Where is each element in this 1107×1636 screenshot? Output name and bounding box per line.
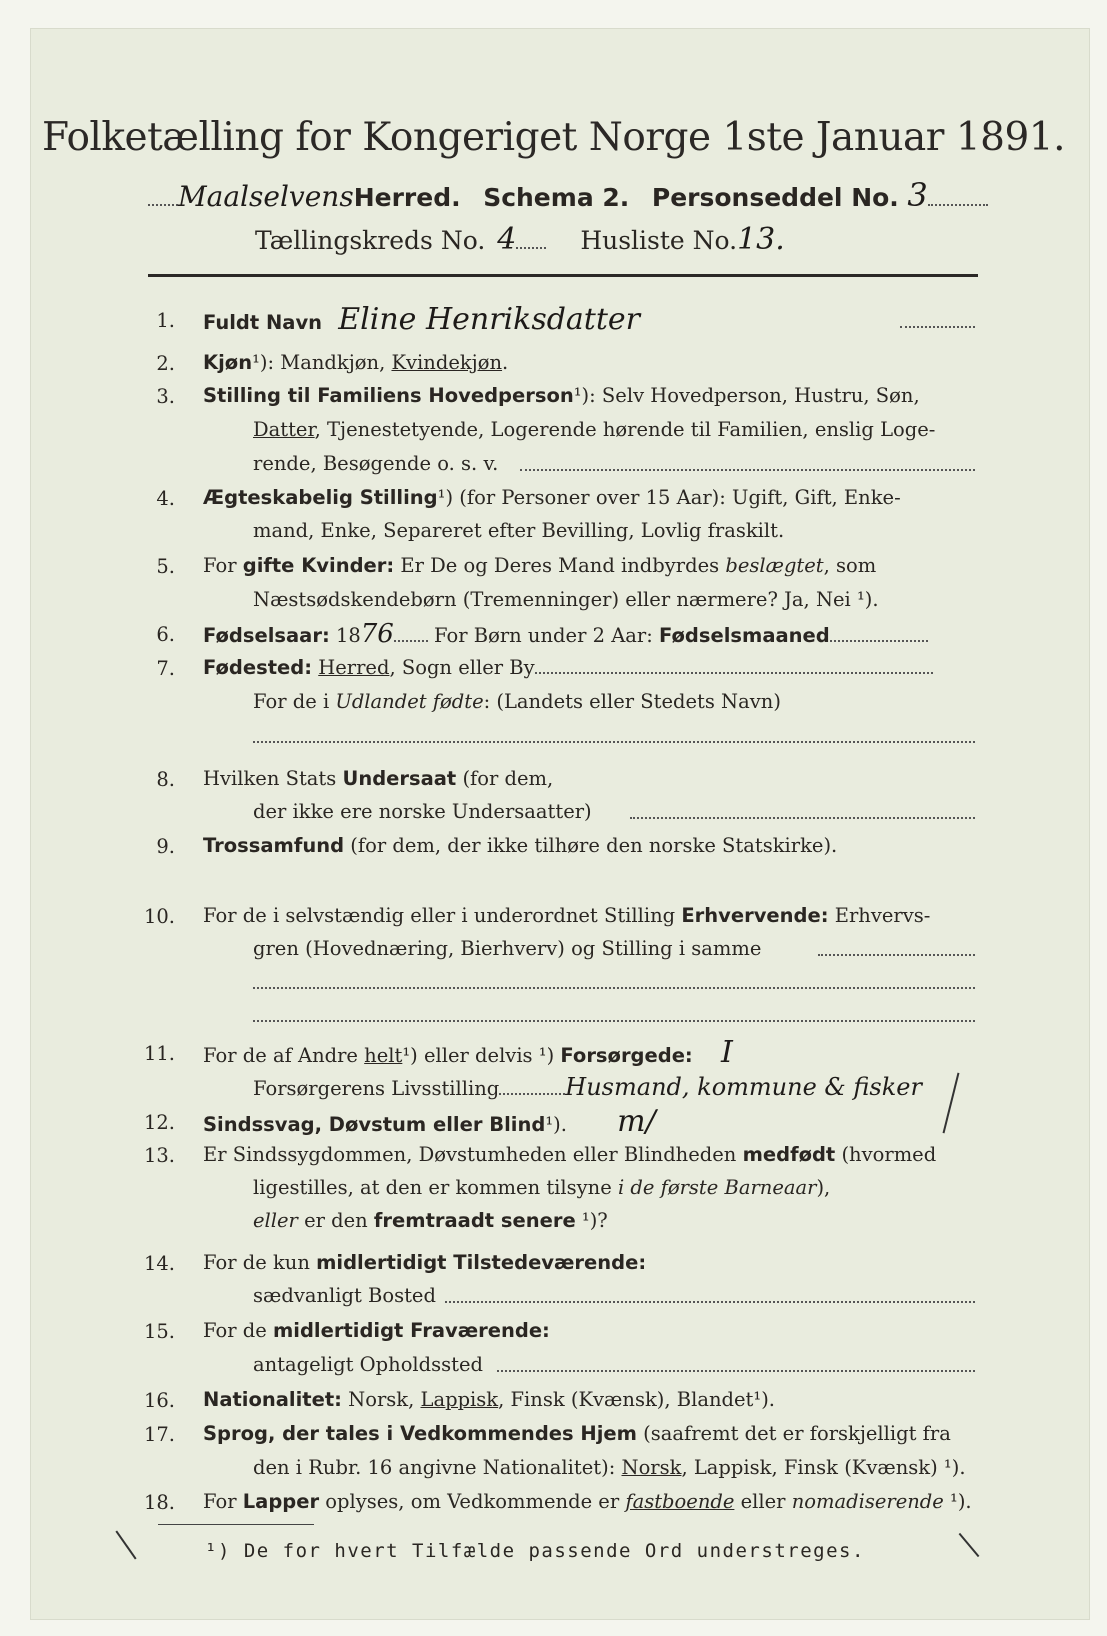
married-women-label: gifte Kvinder: bbox=[242, 554, 395, 577]
birthplace-label: Fødested: bbox=[203, 656, 313, 679]
item-15 bbox=[203, 1320, 550, 1342]
husliste-number: 13. bbox=[737, 222, 785, 257]
birth-year-prefix: 18 bbox=[329, 624, 361, 647]
item-3-line-3 bbox=[253, 453, 498, 475]
text: eller bbox=[253, 1209, 298, 1232]
text: Norsk, bbox=[341, 1388, 421, 1411]
text: , som bbox=[823, 554, 877, 577]
text: nomadiserende bbox=[791, 1490, 944, 1513]
header-rule bbox=[148, 274, 978, 277]
text: ¹). bbox=[943, 1490, 972, 1513]
text: ligestilles, at den er kommen tilsyne bbox=[253, 1176, 618, 1199]
full-name-value: Eline Henriksdatter bbox=[338, 302, 641, 337]
text: For Børn under 2 Aar: bbox=[427, 624, 659, 647]
dotted-fill bbox=[253, 740, 975, 743]
item-10-line-2 bbox=[253, 938, 761, 960]
form-title: Folketælling for Kongeriget Norge 1ste Januar 1891. bbox=[42, 115, 1065, 160]
item-13-line-3 bbox=[253, 1210, 608, 1232]
lapps-label: Lapper bbox=[242, 1490, 320, 1513]
dotted-fill bbox=[253, 1019, 975, 1022]
item-number: 4. bbox=[156, 487, 175, 510]
item-17 bbox=[203, 1423, 951, 1445]
text: beslægtet bbox=[725, 554, 824, 577]
item-9 bbox=[203, 835, 837, 857]
text: For bbox=[203, 554, 243, 577]
text: For de i bbox=[253, 690, 336, 713]
text: fødte bbox=[426, 690, 484, 713]
item-number: 16. bbox=[143, 1389, 175, 1412]
dotted-fill bbox=[900, 325, 975, 328]
item-number: 11. bbox=[143, 1042, 175, 1065]
form-sheet bbox=[30, 28, 1090, 1620]
marital-label: Ægteskabelig Stilling bbox=[203, 486, 438, 509]
supported-label: Forsørgede: bbox=[560, 1044, 693, 1067]
dotted-fill bbox=[520, 468, 975, 471]
schema-label: Schema 2. bbox=[483, 183, 630, 212]
item-number: 8. bbox=[156, 768, 175, 791]
position-selected: Datter bbox=[253, 418, 315, 441]
item-8 bbox=[203, 768, 553, 790]
dotted-fill bbox=[516, 233, 546, 249]
language-selected: Norsk bbox=[621, 1456, 682, 1479]
birth-year-label: Fødselsaar: bbox=[203, 624, 330, 647]
taellingskreds-number: 4 bbox=[497, 222, 517, 257]
sex-options: ¹): Mandkjøn, bbox=[252, 351, 392, 374]
text: For de bbox=[203, 1319, 273, 1342]
item-8-line-2 bbox=[253, 801, 592, 823]
item-number: 17. bbox=[143, 1423, 175, 1446]
item-5 bbox=[203, 555, 876, 577]
item-10 bbox=[203, 905, 930, 927]
text: For de kun bbox=[203, 1251, 317, 1274]
text: ¹) eller delvis ¹) bbox=[402, 1044, 561, 1067]
text: Erhvervs- bbox=[828, 904, 931, 927]
item-number: 3. bbox=[156, 385, 175, 408]
usual-residence-label: sædvanligt Bosted bbox=[253, 1284, 436, 1307]
item-11-line-2 bbox=[253, 1073, 922, 1101]
item-13-line-2 bbox=[253, 1177, 830, 1199]
text: ), bbox=[816, 1176, 831, 1199]
text: oplyses, om Vedkommende er bbox=[319, 1490, 626, 1513]
nationality-label: Nationalitet: bbox=[203, 1388, 342, 1411]
text: , Finsk (Kvænsk), Blandet¹). bbox=[498, 1388, 776, 1411]
item-number: 2. bbox=[156, 352, 175, 375]
nationality-selected: Lappisk bbox=[420, 1388, 499, 1411]
dotted-fill bbox=[830, 626, 928, 642]
dotted-fill bbox=[818, 953, 975, 956]
text: Er De og Deres Mand indbyrdes bbox=[394, 554, 726, 577]
taellingskreds-label: Tællingskreds No. bbox=[255, 226, 486, 255]
herred-handwritten: Maalselvens bbox=[178, 180, 354, 213]
position-label: Stilling til Familiens Hovedperson bbox=[203, 384, 574, 407]
text: , Sogn eller By bbox=[389, 656, 535, 679]
marital-options: ¹) (for Personer over 15 Aar): Ugift, Gift, Enke- bbox=[437, 486, 901, 509]
item-4-line-2 bbox=[253, 520, 784, 542]
item-7 bbox=[203, 657, 933, 679]
provider-occupation-label: Forsørgerens Livsstilling bbox=[253, 1077, 500, 1100]
religion-label: Trossamfund bbox=[203, 834, 345, 857]
item-4 bbox=[203, 487, 901, 509]
congenital-label: medfødt bbox=[742, 1143, 836, 1166]
text: eller bbox=[734, 1490, 792, 1513]
dotted-fill bbox=[499, 1079, 565, 1095]
item-3 bbox=[203, 385, 920, 407]
text: For de i selvstændig eller i underordnet Stilling bbox=[203, 904, 682, 927]
footnote: ¹) De for hvert Tilfælde passende Ord understreges. bbox=[205, 1540, 865, 1562]
text: den i Rubr. 16 angivne Nationalitet): bbox=[253, 1456, 622, 1479]
occupation-label: Erhvervende: bbox=[681, 904, 829, 927]
text: (hvormed bbox=[835, 1143, 937, 1166]
later-onset-label: fremtraadt senere bbox=[373, 1209, 576, 1232]
position-options: ¹): Selv Hovedperson, Hustru, Søn, bbox=[573, 384, 920, 407]
birth-year-value: 76 bbox=[360, 619, 394, 649]
item-16 bbox=[203, 1389, 775, 1411]
item-number: 5. bbox=[156, 555, 175, 578]
item-18 bbox=[203, 1491, 972, 1513]
sex-selected: Kvindekjøn bbox=[391, 351, 503, 374]
handwritten-mark: I bbox=[720, 1035, 733, 1070]
text: , Lappisk, Finsk (Kvænsk) ¹). bbox=[681, 1456, 966, 1479]
sex-label: Kjøn bbox=[203, 351, 253, 374]
item-2 bbox=[203, 352, 508, 374]
item-number: 18. bbox=[143, 1491, 175, 1514]
birthplace-selected: Herred bbox=[318, 656, 390, 679]
dotted-fill bbox=[253, 986, 975, 989]
item-number: 12. bbox=[143, 1111, 175, 1134]
dotted-fill bbox=[535, 658, 933, 674]
text: gren (Hovednæring, Bierhverv) og Stilling i samme bbox=[253, 937, 762, 960]
text: i de første Barneaar bbox=[617, 1176, 817, 1199]
disability-value: m/ bbox=[617, 1104, 656, 1139]
text: Er Sindssygdommen, Døvstumheden eller Blindheden bbox=[203, 1143, 743, 1166]
text: Udlandet bbox=[335, 690, 427, 713]
text: : (Landets eller Stedets Navn) bbox=[483, 690, 781, 713]
item-number: 9. bbox=[156, 835, 175, 858]
personseddel-label: Personseddel No. bbox=[651, 183, 899, 212]
probable-residence-label: antageligt Opholdssted bbox=[253, 1353, 484, 1376]
item-3-line-2 bbox=[253, 419, 935, 441]
text: Næstsødskendebørn (Tremenninger) eller nærmere? Ja, Nei ¹). bbox=[253, 588, 879, 611]
item-number: 15. bbox=[143, 1320, 175, 1343]
husliste-label: Husliste No. bbox=[580, 226, 738, 255]
position-options: rende, Besøgende o. s. v. bbox=[253, 452, 499, 475]
item-11 bbox=[203, 1035, 733, 1070]
settled-selected: fastboende bbox=[625, 1490, 735, 1513]
item-number: 14. bbox=[143, 1252, 175, 1275]
supported-selected: helt bbox=[364, 1044, 403, 1067]
position-options: , Tjenestetyende, Logerende hørende til Familien, enslig Loge- bbox=[314, 418, 936, 441]
language-label: Sprog, der tales i Vedkommendes Hjem bbox=[203, 1422, 637, 1445]
provider-occupation-value: Husmand, kommune & fisker bbox=[565, 1073, 922, 1101]
item-14-line-2 bbox=[253, 1285, 436, 1307]
dotted-fill bbox=[630, 816, 975, 819]
subject-label: Undersaat bbox=[342, 767, 457, 790]
text: Hvilken Stats bbox=[203, 767, 343, 790]
period: . bbox=[502, 351, 509, 374]
footnote-rule bbox=[158, 1524, 314, 1525]
item-14 bbox=[203, 1252, 646, 1274]
dotted-fill bbox=[928, 190, 988, 206]
item-7-line-2 bbox=[253, 691, 781, 713]
herred-label: Herred. bbox=[353, 183, 461, 212]
item-17-line-2 bbox=[253, 1457, 966, 1479]
dotted-fill bbox=[445, 1300, 975, 1303]
taellingskreds-line bbox=[255, 222, 785, 257]
temporarily-absent-label: midlertidigt Fraværende: bbox=[272, 1319, 550, 1342]
disability-label: Sindssvag, Døvstum eller Blind bbox=[203, 1113, 546, 1136]
text: For bbox=[203, 1490, 243, 1513]
item-13 bbox=[203, 1144, 936, 1166]
personseddel-number: 3 bbox=[907, 176, 928, 214]
text: ¹). bbox=[545, 1113, 567, 1136]
text: For de af Andre bbox=[203, 1044, 365, 1067]
item-6 bbox=[203, 619, 928, 649]
item-number: 10. bbox=[143, 905, 175, 928]
item-number: 13. bbox=[143, 1144, 175, 1167]
text: der ikke ere norske Undersaatter) bbox=[253, 800, 592, 823]
item-15-line-2 bbox=[253, 1354, 483, 1376]
text: (for dem, der ikke tilhøre den norske Statskirke). bbox=[344, 834, 838, 857]
marital-options: mand, Enke, Separeret efter Bevilling, Lovlig fraskilt. bbox=[253, 519, 785, 542]
full-name-label: Fuldt Navn bbox=[203, 311, 323, 334]
temporarily-present-label: midlertidigt Tilstedeværende: bbox=[316, 1251, 647, 1274]
item-5-line-2 bbox=[253, 589, 879, 611]
item-number: 6. bbox=[156, 623, 175, 646]
item-number: 1. bbox=[156, 309, 175, 332]
item-number: 7. bbox=[156, 657, 175, 680]
text: (saafremt det er forskjelligt fra bbox=[636, 1422, 951, 1445]
dotted-fill bbox=[394, 626, 428, 642]
birth-month-label: Fødselsmaaned bbox=[659, 624, 830, 647]
dotted-fill bbox=[497, 1369, 975, 1372]
item-12 bbox=[203, 1104, 656, 1139]
text: er den bbox=[297, 1209, 374, 1232]
herred-line bbox=[148, 176, 988, 214]
item-1 bbox=[203, 302, 641, 337]
dotted-fill bbox=[148, 190, 178, 206]
text: ¹)? bbox=[575, 1209, 608, 1232]
text: (for dem, bbox=[456, 767, 554, 790]
